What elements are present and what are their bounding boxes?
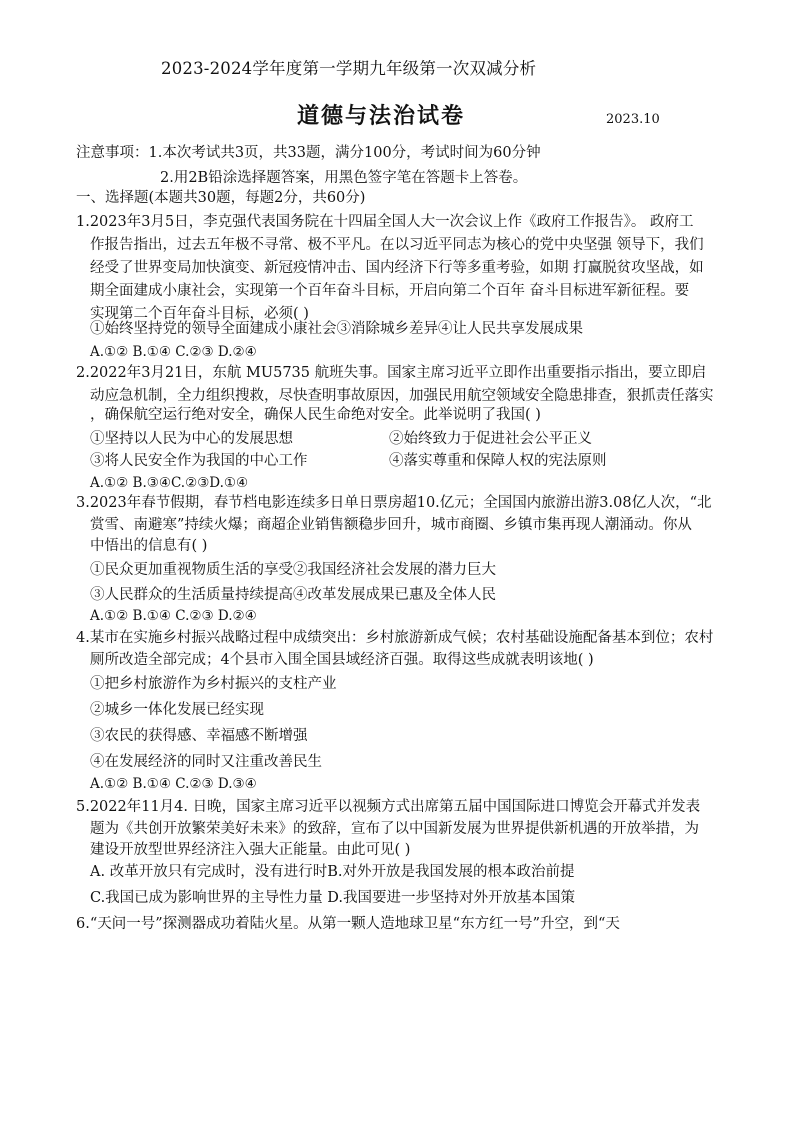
section-heading: 一、选择题(本题共30题，每题2分，共60分) [76, 190, 366, 206]
question-5-statement: C.我国已成为影响世界的主导性力量 D.我国要进一步坚持对外开放基本国策 [90, 890, 576, 906]
question-2-line: 动应急机制，全力组织搜救，尽快查明事故原因，加强民用航空领域安全隐患排查，狠抓责任落实 [90, 388, 714, 404]
question-3-line: 3.2023年春节假期，春节档电影连续多日单日票房超10.亿元；全国国内旅游出游3.08亿人次，“北 [76, 495, 712, 511]
question-1-line: 作报告指出，过去五年极不寻常、极不平凡。在以习近平同志为核心的党中央坚强 领导下，我们 [90, 237, 704, 253]
notes-line-2: 2.用2B铅涂选择题答案，用黑色签字笔在答题卡上答卷。 [160, 170, 528, 186]
question-5-line: 题为《共创开放繁荣美好未来》的致辞，宣布了以中国新发展为世界提供新机遇的开放举措，为 [90, 821, 699, 837]
question-5-line: 5.2022年11月4. 日晚，国家主席习近平以视频方式出席第五届中国国际进口博览会开幕式并发表 [76, 799, 701, 815]
question-6-line: 6.“天问一号”探测器成功着陆火星。从第一颗人造地球卫星“东方红一号”升空，到“天 [76, 916, 620, 932]
question-1-line: 1.2023年3月5日，李克强代表国务院在十四届全国人大一次会议上作《政府工作报告》。 政府工 [76, 214, 694, 230]
question-2-statement: ④落实尊重和保障人权的宪法原则 [389, 453, 607, 469]
question-3-options: A.①② B.①④ C.②③ D.②④ [90, 608, 257, 624]
question-4-line: 4.某市在实施乡村振兴战略过程中成绩突出：乡村旅游新成气候；农村基础设施配备基本到位；农村 [76, 630, 714, 646]
question-4-options: A.①② B.①④ C.②③ D.③④ [90, 776, 257, 792]
exam-title: 道德与法治试卷 [297, 103, 466, 129]
exam-date: 2023.10 [606, 112, 660, 127]
question-2-statement: ②始终致力于促进社会公平正义 [389, 431, 592, 447]
question-1-statement: ①始终坚持党的领导全面建成小康社会③消除城乡差异④让人民共享发展成果 [90, 321, 583, 337]
question-2-line: 2.2022年3月21日，东航 MU5735 航班失事。国家主席习近平立即作出重要指示指出，要立即启 [76, 365, 707, 381]
question-1-line: 经受了世界变局加快演变、新冠疫情冲击、国内经济下行等多重考验，如期 打赢脱贫攻坚战，如 [90, 260, 704, 276]
question-3-line: 中悟出的信息有( ) [90, 538, 208, 554]
question-4-statement: ③农民的获得感、幸福感不断增强 [90, 728, 308, 744]
exam-header: 2023-2024学年度第一学期九年级第一次双减分析 [161, 59, 537, 78]
question-2-options: A.①② B.③④C.②③D.①④ [90, 475, 249, 491]
question-4-statement: ④在发展经济的同时又注重改善民生 [90, 754, 322, 770]
question-3-statement: ③人民群众的生活质量持续提高④改革发展成果已惠及全体人民 [90, 587, 496, 603]
question-1-line: 实现第二个百年奋斗目标，必须( ) [90, 306, 309, 322]
question-2-statement: ①坚持以人民为中心的发展思想 [90, 431, 293, 447]
question-2-line: ，确保航空运行绝对安全，确保人民生命绝对安全。此举说明了我国( ) [90, 407, 541, 423]
question-5-statement: A. 改革开放只有完成时，没有进行时B.对外开放是我国发展的根本政治前提 [90, 864, 575, 880]
question-2-statement: ③将人民安全作为我国的中心工作 [90, 453, 308, 469]
question-3-statement: ①民众更加重视物质生活的享受②我国经济社会发展的潜力巨大 [90, 562, 496, 578]
question-1-line: 期全面建成小康社会，实现第一个百年奋斗目标，开启向第二个百年 奋斗目标进军新征程。要 [90, 283, 690, 299]
question-4-statement: ①把乡村旅游作为乡村振兴的支柱产业 [90, 676, 337, 692]
question-5-line: 建设开放型世界经济注入强大正能量。由此可见( ) [90, 842, 411, 858]
question-4-line: 厕所改造全部完成；4个县市入围全国县域经济百强。取得这些成就表明该地( ) [90, 652, 594, 668]
question-3-line: 赏雪、南避寒”持续火爆；商超企业销售额稳步回升，城市商圈、乡镇市集再现人潮涌动。你从 [90, 517, 692, 533]
question-1-options: A.①② B.①④ C.②③ D.②④ [90, 344, 257, 360]
question-4-statement: ②城乡一体化发展已经实现 [90, 702, 264, 718]
notes-line-1: 注意事项：1.本次考试共3页，共33题，满分100分，考试时间为60分钟 [76, 145, 541, 161]
